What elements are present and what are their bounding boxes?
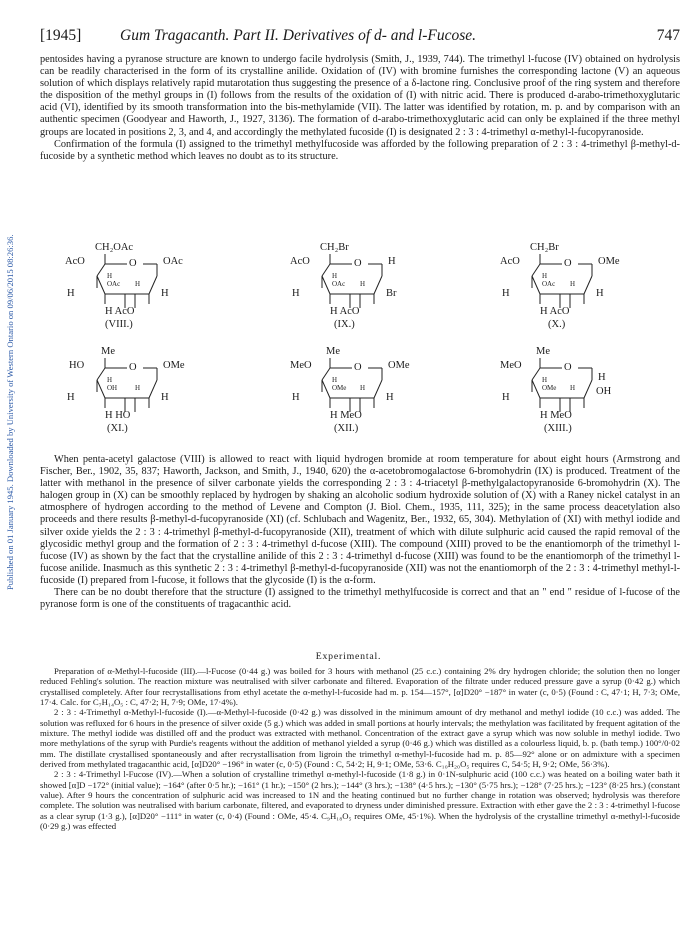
experimental-paragraph-2: 2 : 3 : 4-Trimethyl α-Methyl-l-fucoside (I).—α-Methyl-l-fucoside (0·42 g.) was dissolved in the minimum amount of dry methanol and methyl iodide (10 c.c.) was added. The solution was refluxed for 6 hours in the presence of silver oxide (5 g.) which was added in small portions at hourly intervals; the methylation was facilitated by frequent agitation of the mixture. The methyl iodide was distilled off and the product was extracted with methanol. Concentration of the extract gave a syrup which was now soluble in methyl iodide. Two more methylations of the syrup with Purdie's reagents without the addition of methanol yielded a syrup (0·46 g.) which was distilled as a colourless liquid, b. p. (bath temp.) 100°/0·02 mm. The distillate crystallised spontaneously and after recrystallisation from ligroin the trimethyl α-methyl-l-fucoside had m. p. 85—92° alone or on admixture with a specimen derived from methylated tragacanthic acid, [α]D20° −196° in water (c, 0·5) (Found : C, 54·2; H, 9·1; OMe, 53·6. C₁₀H₂₀O₅ requires C, 54·5; H, 9·2; OMe, 56·3%). — [40, 707, 680, 770]
page-header — [40, 27, 680, 49]
inner-right-h: H — [360, 280, 366, 288]
inner-right-h: H — [135, 384, 141, 392]
struct-label: (XIII.) — [544, 423, 572, 434]
struct-bottom-groups: H AcO — [540, 306, 570, 317]
struct-left-sub: AcO — [500, 256, 520, 267]
struct-top-group: Me — [326, 346, 340, 357]
inner-right-h: H — [570, 280, 576, 288]
discussion-paragraph-2: There can be no doubt therefore that the structure (I) assigned to the trimethyl methylfucoside is correct and that an " end " residue of l-fucose of the pyranose form is one of the constituents of tragacanthic acid. — [40, 587, 680, 611]
struct-bottom-groups: H AcO — [330, 306, 360, 317]
inner-right-h: H — [570, 384, 576, 392]
ring-oxygen: O — [129, 362, 137, 373]
struct-bottom-right: H — [596, 288, 604, 299]
intro-paragraph-2: Confirmation of the formula (I) assigned to the trimethyl methylfucoside was afforded by the following preparation of 2 : 3 : 4-trimethyl β-methyl-d-fucoside by a synthetic method which leaves no doubt as to its structure. — [40, 138, 680, 162]
inner-right-h: H — [135, 280, 141, 288]
inner-mid-group: OAc — [332, 280, 346, 288]
inner-top-h: H — [107, 376, 113, 384]
struct-top-group: Me — [536, 346, 550, 357]
inner-mid-group: OMe — [332, 384, 347, 392]
inner-top-h: H — [107, 272, 113, 280]
ring-drawing — [290, 242, 440, 346]
discussion-paragraph-1: When penta-acetyl galactose (VIII) is allowed to react with liquid hydrogen bromide at room temperature for about eight hours (Armstrong and Fischer, Ber., 1902, 35, 837; Haworth, Jackson, and Smith, J., 1940, 620) the α-acetobromogalactose 6-bromohydrin (IX) is produced. Treatment of the latter with methanol in the presence of silver carbonate yields the corresponding 2 : 3 : 4-triacetyl β-methylgalactopyranoside 6-bromohydrin (X). The halogen group in (X) can be smoothly replaced by hydrogen by shaking an alcoholic sodium hydroxide solution of (X) with a Raney nickel catalyst in an atmosphere of hydrogen according to the method of Levene and Compton (J. Biol. Chem., 1935, 111, 325); in the same process deacetylation also proceeds and there results β-methyl-d-fucopyranoside (XI) (cf. Schlubach and Wagenitz, Ber., 1932, 65, 304). Methylation of (XI) with methyl iodide and silver oxide yields the 2 : 3 : 4-trimethyl β-methyl-d-fucopyranoside (XII), treatment of which with dilute sulphuric acid caused the rapid removal of the glycosidic methyl group and the formation of 2 : 3 : 4-trimethyl d-fucose (XIII). The compound (XIII) proved to be the enantiomorph of the trimethyl l-fucose (IV) as shown by the fact that the crystalline anilide of this 2 : 3 : 4-trimethyl d-fucose (XIII) was found to be the enantiomorph of the trimethyl l-fucose anilide. Inasmuch as this synthetic 2 : 3 : 4-trimethyl β-methyl-d-fucopyranoside (XII) was not the enantiomorph of the 2 : 3 : 4-trimethyl methyl-l-fucoside (I) prepared from l-fucose, it follows that the glycoside (I) is the α-form. — [40, 454, 680, 586]
struct-label: (VIII.) — [105, 319, 133, 330]
intro-paragraph-1: pentosides having a pyranose structure are known to undergo facile hydrolysis (Smith, J., 1939, 744). The trimethyl l-fucose (IV) obtained on hydrolysis can be readily characterised in the form of its crystalline anilide. Oxidation of (IV) with bromine furnishes the corresponding lactone (V) an aqueous solution of which displays relatively rapid mutarotation thus suggesting the presence of a δ-lactone ring. Conclusive proof of the ring system and therefore the disposition of the methyl groups in (I) follows from the results of the oxidation of (I) with nitric acid. There is produced d-arabo-trimethoxyglutaric acid (VI), identified by its smooth transformation into the bis-methylamide (VII). The latter was identified by rotation, m. p. and by comparison with an authentic specimen (Goodyear and Haworth, J., 1927, 3136). The formation of d-arabo-trimethoxyglutaric acid can only be explained if the three methyl groups are located in positions 2, 3, and 4, and accordingly the methylated fucoside (I) is designated 2 : 3 : 4-trimethyl α-methyl-l-fucopyranoside. — [40, 54, 680, 138]
ring-drawing — [65, 346, 215, 450]
structure-xiii — [500, 346, 650, 450]
ring-drawing — [290, 346, 440, 450]
struct-bottom-right: H — [386, 392, 394, 403]
struct-label: (IX.) — [334, 319, 355, 330]
struct-bottom-left: H — [292, 392, 300, 403]
discussion-text — [40, 454, 680, 611]
struct-bottom-left: H — [502, 392, 510, 403]
page-number: 747 — [656, 27, 680, 44]
struct-left-sub: AcO — [290, 256, 310, 267]
experimental-paragraph-3: 2 : 3 : 4-Trimethyl l-Fucose (IV).—When a solution of crystalline trimethyl α-methyl-l-fucoside (1·8 g.) in 0·1N-sulphuric acid (100 c.c.) was heated on a boiling water bath it showed [α]D −172° (initial value); −164° (after 0·5 hr.); −161° (1 hr.); −150° (2 hrs.); −144° (3 hrs.); −138° (4·5 hrs.); −130° (5·75 hrs.); −128° (7·25 hrs.); −123° (8·25 hrs.) (constant value). After 9 hours the concentration of sulphuric acid was increased to 1N and the heating continued but no further change in rotation was observed; hydrolysis was therefore complete. The solution was neutralised with barium carbonate, filtered, and evaporated to dryness under diminished pressure. Extraction with ether gave the 2 : 3 : 4-trimethyl l-fucose as a clear syrup (1·3 g.), [α]D20° −111° in water (c, 0·4) (Found : OMe, 45·4. C₉H₁₈O₅ requires OMe, 45·1%). When the hydrolysis of the crystalline trimethyl α-methyl-l-fucoside (0·29 g.) was effected — [40, 769, 680, 832]
ring-drawing — [65, 242, 215, 346]
struct-bottom-right: H — [161, 288, 169, 299]
structure-xi — [65, 346, 215, 450]
struct-right-sub: OMe — [163, 360, 185, 371]
ring-oxygen: O — [354, 362, 362, 373]
publication-side-note: Published on 01 January 1945. Downloaded by University of Western Ontario on 09/06/2015 08:26:36. — [5, 234, 15, 590]
header-year: [1945] — [40, 27, 82, 44]
struct-right-sub: OMe — [598, 256, 620, 267]
ring-oxygen: O — [354, 258, 362, 269]
struct-right-sub: H — [598, 372, 606, 383]
structure-xii — [290, 346, 440, 450]
struct-left-sub: AcO — [65, 256, 85, 267]
inner-mid-group: OMe — [542, 384, 557, 392]
structure-figures — [40, 240, 680, 452]
struct-bottom-groups: H AcO — [105, 306, 135, 317]
struct-right-sub: OMe — [388, 360, 410, 371]
struct-left-sub: MeO — [290, 360, 312, 371]
struct-bottom-groups: H HO — [105, 410, 131, 421]
structure-viii — [65, 242, 215, 346]
structure-ix — [290, 242, 440, 346]
struct-bottom-left: H — [67, 288, 75, 299]
inner-top-h: H — [542, 376, 548, 384]
ring-oxygen: O — [129, 258, 137, 269]
ring-drawing — [500, 346, 650, 450]
struct-bottom-groups: H MeO — [540, 410, 572, 421]
struct-top-group: CH₂Br — [320, 242, 349, 253]
struct-bottom-left: H — [502, 288, 510, 299]
inner-top-h: H — [332, 272, 338, 280]
struct-top-group: CH₂OAc — [95, 242, 134, 253]
intro-text — [40, 54, 680, 163]
inner-top-h: H — [542, 272, 548, 280]
struct-bottom-left: H — [292, 288, 300, 299]
struct-bottom-right: Br — [386, 288, 397, 299]
struct-label: (XII.) — [334, 423, 359, 434]
section-heading-experimental: Experimental. — [315, 651, 382, 662]
ring-oxygen: O — [564, 362, 572, 373]
inner-mid-group: OH — [107, 384, 118, 392]
struct-bottom-right: OH — [596, 386, 612, 397]
struct-bottom-right: H — [161, 392, 169, 403]
experimental-paragraph-1: Preparation of α-Methyl-l-fucoside (III).—l-Fucose (0·44 g.) was boiled for 3 hours with methanol (25 c.c.) containing 2% dry hydrogen chloride; the solution then no longer reduced Fehling's solution. The reaction mixture was neutralised with silver carbonate and filtered. Evaporation of the filtrate under reduced pressure gave a syrup (0·42 g.) which crystallised completely. After four recrystallisations from ethyl acetate the α-methyl-l-fucoside had m. p. 154—157°, [α]D20° −187° in water (c, 0·5) (Found : C, 47·1; H, 7·3; OMe, 17·4. Calc. for C₇H₁₄O₅ : C, 47·2; H, 7·9; OMe, 17·4%). — [40, 666, 680, 708]
struct-bottom-left: H — [67, 392, 75, 403]
struct-left-sub: MeO — [500, 360, 522, 371]
experimental-text — [40, 666, 680, 832]
struct-right-sub: H — [388, 256, 396, 267]
struct-top-group: CH₂Br — [530, 242, 559, 253]
struct-top-group: Me — [101, 346, 115, 357]
inner-mid-group: OAc — [107, 280, 121, 288]
struct-label: (XI.) — [107, 423, 128, 434]
inner-right-h: H — [360, 384, 366, 392]
struct-left-sub: HO — [69, 360, 85, 371]
structure-x — [500, 242, 650, 346]
struct-label: (X.) — [548, 319, 566, 330]
header-title: Gum Tragacanth. Part II. Derivatives of d- and l-Fucose. — [120, 27, 477, 44]
struct-right-sub: OAc — [163, 256, 183, 267]
ring-oxygen: O — [564, 258, 572, 269]
ring-drawing — [500, 242, 650, 346]
inner-top-h: H — [332, 376, 338, 384]
struct-bottom-groups: H MeO — [330, 410, 362, 421]
inner-mid-group: OAc — [542, 280, 556, 288]
